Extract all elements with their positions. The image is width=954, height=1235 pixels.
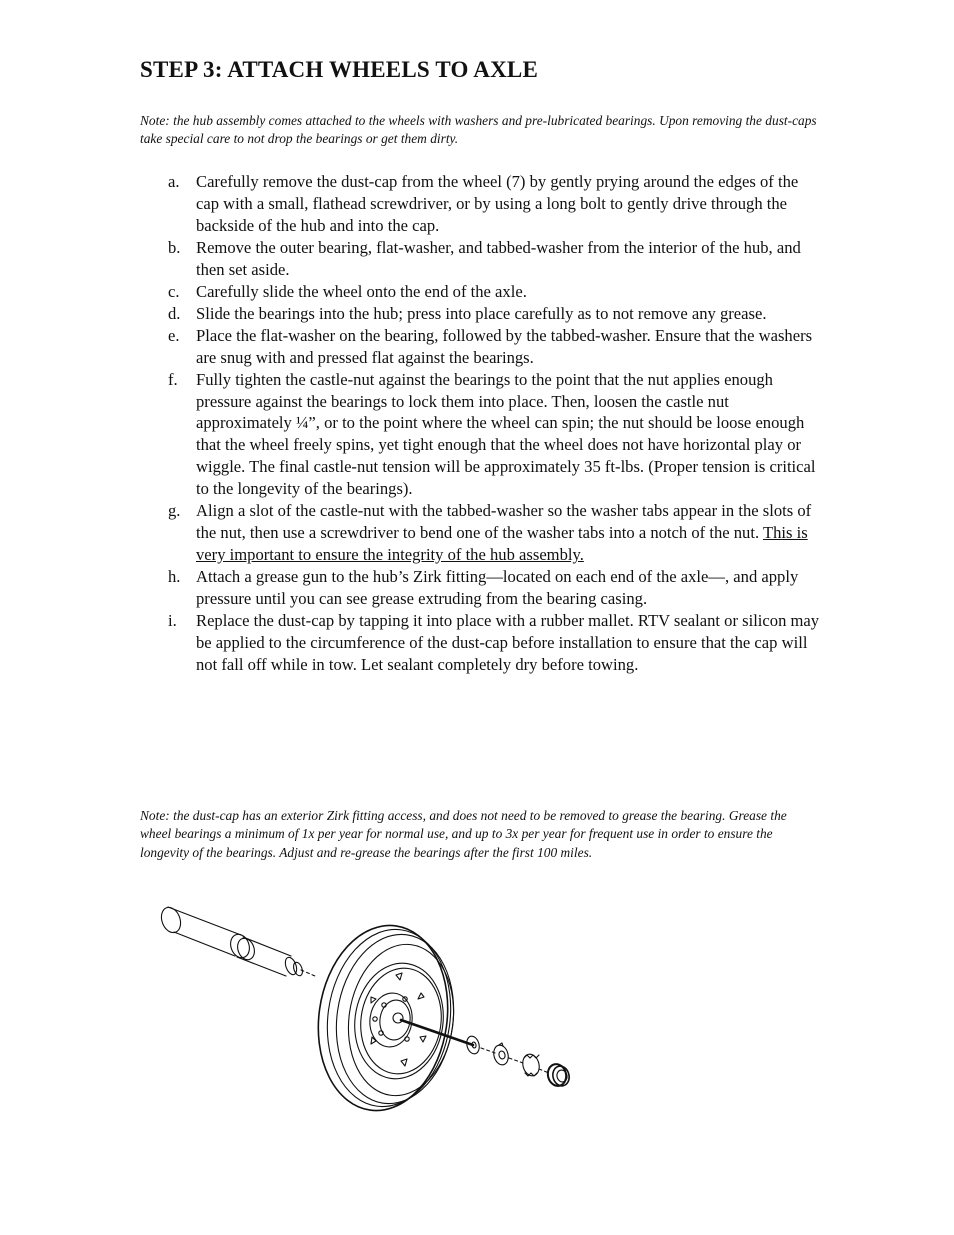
step-item-a: [168, 171, 823, 237]
step-item-d: [168, 303, 823, 325]
step-item-c: [168, 281, 823, 303]
step-text: Carefully remove the dust-cap from the wheel (7) by gently prying around the edges of the cap with a small, flathead screwdriver, or by using a long bolt to gently drive through the backside of the hub and into the cap.: [196, 172, 799, 235]
dust-cap-illustration: [545, 1062, 571, 1088]
step-text: Replace the dust-cap by tapping it into place with a rubber mallet. RTV sealant or silicon may be applied to the circumference of the dust-cap before installation to ensure that the cap will not fall off while in tow. Let sealant completely dry before towing.: [196, 611, 820, 674]
step-text: Fully tighten the castle-nut against the bearings to the point that the nut applies enough pressure against the bearings to lock them into place. Then, loosen the castle nut approximately ¼”, or to the point where the wheel can spin; the nut should be loose enough that the wheel freely spins, yet tight enough that the wheel does not have horizontal play or wiggle. The final castle-nut tension will be approximately 35 ft-lbs. (Proper tension is critical to the longevity of the bearings).: [196, 369, 816, 499]
bearing-and-washers-illustration: [465, 1035, 549, 1078]
step-text: Slide the bearings into the hub; press into place carefully as to not remove any grease.: [196, 303, 767, 323]
step-item-b: [168, 237, 823, 281]
step-text: Align a slot of the castle-nut with the tabbed-washer so the washer tabs appear in the slots of the nut, then use a screwdriver to bend one of the washer tabs into a notch of the nut.: [196, 501, 812, 543]
step-text: Attach a grease gun to the hub’s Zirk fitting—located on each end of the axle—, and apply pressure until you can see grease extruding from the bearing casing.: [196, 567, 799, 609]
axle-illustration: [158, 905, 315, 977]
step-letter: c.: [168, 281, 180, 301]
wheel-axle-exploded-diagram: [143, 893, 603, 1123]
step-emphasis-underlined: This is very important to ensure the integrity of the hub assembly.: [196, 523, 808, 565]
step-item-e: [168, 325, 823, 369]
step-text: Place the flat-washer on the bearing, followed by the tabbed-washer. Ensure that the washers are snug with and pressed flat against the bearings.: [196, 325, 813, 367]
step-text: Remove the outer bearing, flat-washer, and tabbed-washer from the interior of the hub, and then set aside.: [196, 237, 801, 279]
step-list: [168, 171, 823, 676]
step-item-i: [168, 610, 823, 676]
step-text: Carefully slide the wheel onto the end of the axle.: [196, 281, 527, 301]
step-letter: g.: [168, 501, 181, 521]
step-letter: f.: [168, 369, 178, 389]
step-letter: b.: [168, 237, 181, 257]
step-letter: h.: [168, 567, 181, 587]
hub-assembly-note: Note: the hub assembly comes attached to the wheels with washers and pre-lubricated bearings. Upon removing the dust-caps take special care to not drop the bearings or get them dirty.: [140, 113, 817, 147]
wheel-illustration: [307, 917, 465, 1119]
step-letter: i.: [168, 611, 177, 631]
step-letter: e.: [168, 325, 180, 345]
step-item-h: [168, 566, 823, 610]
step-letter: a.: [168, 172, 180, 191]
dust-cap-note: Note: the dust-cap has an exterior Zirk fitting access, and does not need to be removed to grease the bearing. Grease the wheel bearings a minimum of 1x per year for normal use, and up to 3x per year for frequent use in order to ensure the longevity of the bearings. Adjust and re-grease the bearings after the first 100 miles.: [140, 808, 787, 860]
step-item-g: [168, 500, 823, 566]
page-title: STEP 3: ATTACH WHEELS TO AXLE: [140, 57, 539, 82]
step-item-f: [168, 369, 823, 501]
step-letter: d.: [168, 303, 181, 323]
